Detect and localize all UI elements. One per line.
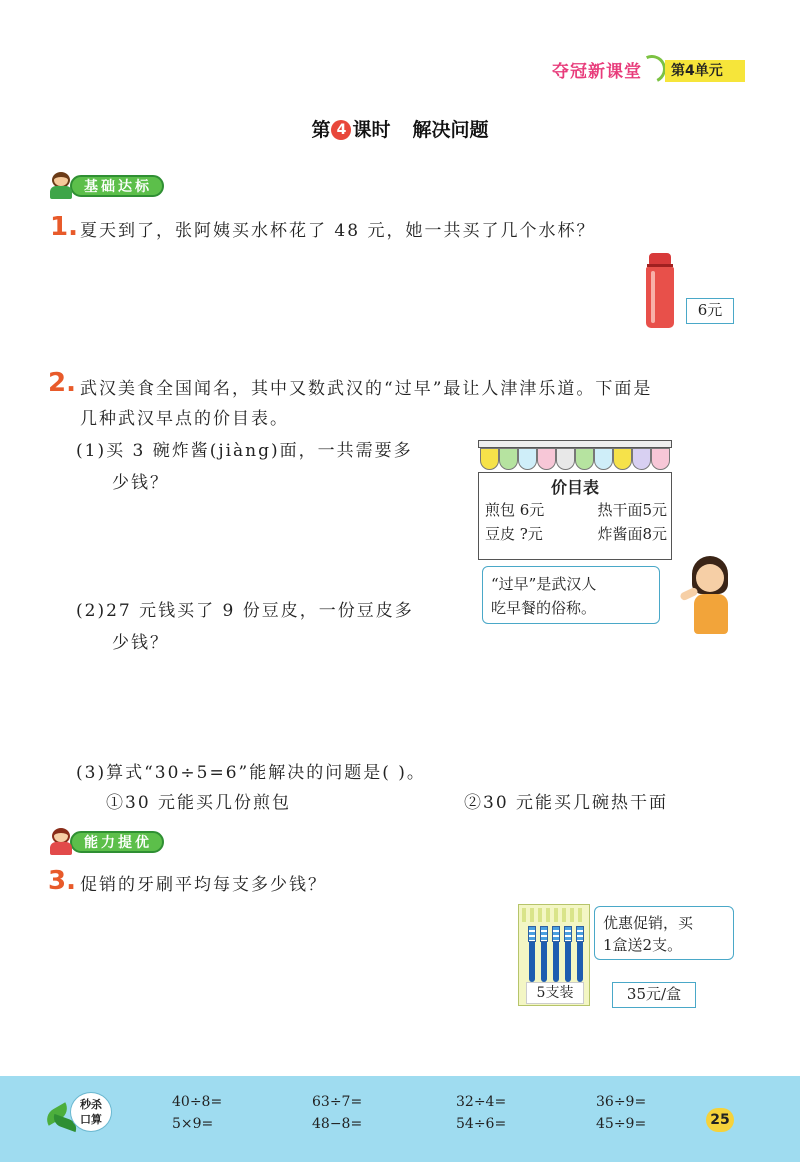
mental-math-strip: [0, 1076, 800, 1162]
price-item: 炸酱面8元: [597, 525, 667, 543]
question-number-1: 1.: [50, 212, 78, 242]
price-item: 煎包 6元: [485, 501, 545, 519]
question-2-line-1: 武汉美食全国闻名，其中又数武汉的“过早”最让人津津乐道。下面是: [80, 379, 653, 399]
speech-line: “过早”是武汉人: [491, 575, 597, 593]
mental-math-badge: [44, 1092, 114, 1132]
section-banner-advanced: [48, 830, 164, 854]
awning: [480, 448, 670, 470]
question-1-text: 夏天到了，张阿姨买水杯花了 48 元，她一共买了几个水杯？: [80, 221, 596, 241]
girl-illustration: [680, 556, 742, 636]
section-banner-basic: [48, 174, 164, 198]
box-label: 5支装: [526, 982, 584, 1004]
kid-icon: [48, 828, 74, 856]
question-3-text: 促销的牙刷平均每支多少钱？: [80, 875, 327, 895]
price-item: 热干面5元: [597, 501, 667, 519]
question-2-sub-3: (3)算式“30÷5=6”能解决的问题是( )。: [76, 763, 426, 783]
drill-item: 32÷4=: [456, 1094, 507, 1110]
badge-label-top: 秒杀: [80, 1098, 102, 1111]
question-2-sub-1-line-1: (1)买 3 碗炸酱(jiàng)面，一共需要多: [76, 441, 413, 461]
price-row: [485, 523, 667, 544]
drill-item: 40÷8=: [172, 1094, 223, 1110]
question-2-sub-2-line-1: (2)27 元钱买了 9 份豆皮，一份豆皮多: [76, 601, 414, 621]
drill-item: 63÷7=: [312, 1094, 363, 1110]
question-2-sub-1-line-2: 少钱？: [112, 473, 169, 493]
option-1: ①30 元能买几份煎包: [106, 793, 292, 813]
drill-item: 54÷6=: [456, 1116, 507, 1132]
price-item: 豆皮 ?元: [485, 525, 543, 543]
badge-label-bottom: 口算: [80, 1113, 102, 1126]
lesson-suffix: 课时: [352, 119, 391, 141]
question-2-sub-2-line-2: 少钱？: [112, 633, 169, 653]
unit-tab: 第4单元: [665, 60, 745, 82]
drill-item: 48−8=: [312, 1116, 363, 1132]
drill-item: 5×9=: [172, 1116, 214, 1132]
question-number-2: 2.: [48, 368, 76, 398]
question-2-line-2: 几种武汉早点的价目表。: [80, 409, 289, 429]
box-price-tag: 35元/盒: [612, 982, 696, 1008]
option-2: ②30 元能买几碗热干面: [464, 793, 669, 813]
brand-name: 夺冠新课堂: [552, 61, 642, 82]
promo-bubble: [594, 906, 734, 960]
brand-logo: [552, 56, 666, 82]
speech-bubble-guozao: [482, 566, 660, 624]
toothbrush-box-illustration: [518, 904, 590, 1006]
promo-line: 优惠促销，买: [603, 914, 694, 932]
drill-item: 45÷9=: [596, 1116, 647, 1132]
price-board-title: 价目表: [550, 478, 599, 497]
page-number: 25: [706, 1108, 734, 1132]
cup-price-tag: 6元: [686, 298, 734, 324]
section-label-advanced: 能力提优: [70, 831, 164, 853]
water-cup-illustration: [646, 253, 674, 328]
question-number-3: 3.: [48, 866, 76, 896]
lesson-title: [0, 115, 800, 142]
promo-line: 1盒送2支。: [603, 936, 683, 954]
drill-item: 36÷9=: [596, 1094, 647, 1110]
price-row: [485, 499, 667, 520]
price-board: [478, 440, 672, 560]
speech-line: 吃早餐的俗称。: [491, 599, 597, 617]
lesson-prefix: 第: [311, 119, 331, 141]
lesson-number-badge: 4: [331, 120, 351, 140]
lesson-topic: 解决问题: [412, 119, 489, 141]
kid-icon: [48, 172, 74, 200]
section-label-basic: 基础达标: [70, 175, 164, 197]
